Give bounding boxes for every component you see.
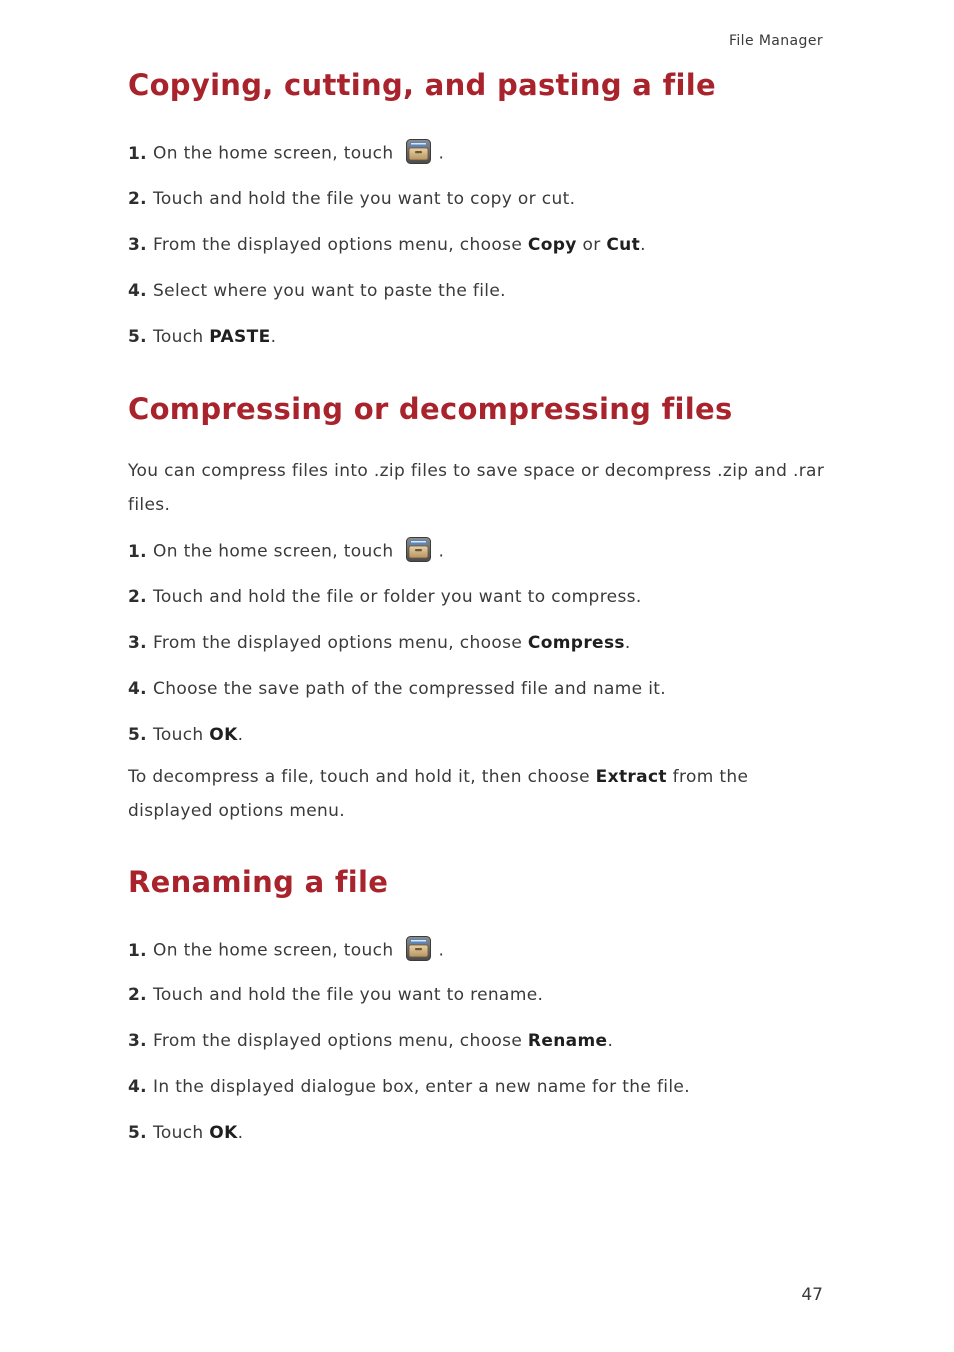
copy-step-3 <box>128 235 646 255</box>
file-manager-icon <box>406 537 431 562</box>
step-text: Touch and hold the file you want to copy or cut. <box>153 189 576 209</box>
step-text: On the home screen, touch <box>153 541 394 562</box>
running-header: File Manager <box>728 33 823 49</box>
step-number: 5. <box>128 327 147 347</box>
option-extract: Extract <box>595 767 667 787</box>
step-number: 5. <box>128 725 147 745</box>
step-number: 1. <box>128 143 147 164</box>
step-number: 3. <box>128 1031 147 1051</box>
step-text: From the displayed options menu, choose <box>153 633 528 653</box>
section-title-renaming: Renaming a file <box>128 865 389 899</box>
step-number: 2. <box>128 587 147 607</box>
step-text: From the displayed options menu, choose <box>153 1031 528 1051</box>
step-number: 4. <box>128 1077 147 1097</box>
rename-step-4 <box>128 1077 690 1097</box>
step-text-after: . <box>438 143 445 164</box>
file-manager-icon <box>406 936 431 961</box>
step-text-after: . <box>270 327 277 347</box>
step-text-after: . <box>607 1031 614 1051</box>
decompress-note <box>128 760 828 828</box>
step-text: Select where you want to paste the file. <box>153 281 506 301</box>
option-rename: Rename <box>527 1031 608 1051</box>
step-text-after: . <box>438 940 445 961</box>
step-number: 1. <box>128 940 147 961</box>
copy-step-2 <box>128 189 575 209</box>
step-text: From the displayed options menu, choose <box>153 235 528 255</box>
option-compress: Compress <box>527 633 625 653</box>
step-text-after: . <box>237 1123 244 1143</box>
step-text: On the home screen, touch <box>153 940 394 961</box>
compress-intro: You can compress files into .zip files to save space or decompress .zip and .rar files. <box>128 461 825 515</box>
option-ok: OK <box>209 1123 238 1143</box>
step-number: 5. <box>128 1123 147 1143</box>
copy-step-4 <box>128 281 506 301</box>
step-number: 4. <box>128 281 147 301</box>
step-text: Touch <box>153 1123 210 1143</box>
rename-step-5 <box>128 1123 243 1143</box>
step-text: Touch and hold the file or folder you want to compress. <box>153 587 642 607</box>
step-text-after: . <box>640 235 646 255</box>
note-text: To decompress a file, touch and hold it, then choose <box>128 767 596 787</box>
step-number: 3. <box>128 633 147 653</box>
page-number: 47 <box>801 1285 823 1305</box>
step-text-mid: or <box>576 235 607 255</box>
rename-step-3 <box>128 1031 613 1051</box>
file-manager-icon <box>406 139 431 164</box>
step-text: Touch <box>153 725 210 745</box>
rename-step-1 <box>128 940 444 961</box>
step-number: 2. <box>128 189 147 209</box>
step-text: On the home screen, touch <box>153 143 394 164</box>
copy-step-1 <box>128 143 444 164</box>
option-copy: Copy <box>527 235 577 255</box>
compress-step-2 <box>128 587 642 607</box>
section-title-compressing: Compressing or decompressing files <box>128 392 733 426</box>
step-text-after: . <box>438 541 445 562</box>
copy-step-5 <box>128 327 276 347</box>
compress-step-3 <box>128 633 631 653</box>
option-paste: PASTE <box>209 327 271 347</box>
step-text-after: . <box>624 633 631 653</box>
step-number: 2. <box>128 985 147 1005</box>
compress-step-5 <box>128 725 243 745</box>
step-text: Choose the save path of the compressed file and name it. <box>153 679 667 699</box>
step-number: 4. <box>128 679 147 699</box>
step-number: 1. <box>128 541 147 562</box>
step-text: In the displayed dialogue box, enter a new name for the file. <box>153 1077 690 1097</box>
step-number: 3. <box>128 235 147 255</box>
rename-step-2 <box>128 985 543 1005</box>
step-text: Touch and hold the file you want to rename. <box>153 985 544 1005</box>
compress-step-1 <box>128 541 444 562</box>
option-cut: Cut <box>606 235 641 255</box>
step-text: Touch <box>153 327 210 347</box>
note-text-after: from the displayed options menu. <box>128 767 749 821</box>
compress-step-4 <box>128 679 666 699</box>
section-title-copying: Copying, cutting, and pasting a file <box>128 68 716 102</box>
step-text-after: . <box>237 725 244 745</box>
option-ok: OK <box>209 725 238 745</box>
